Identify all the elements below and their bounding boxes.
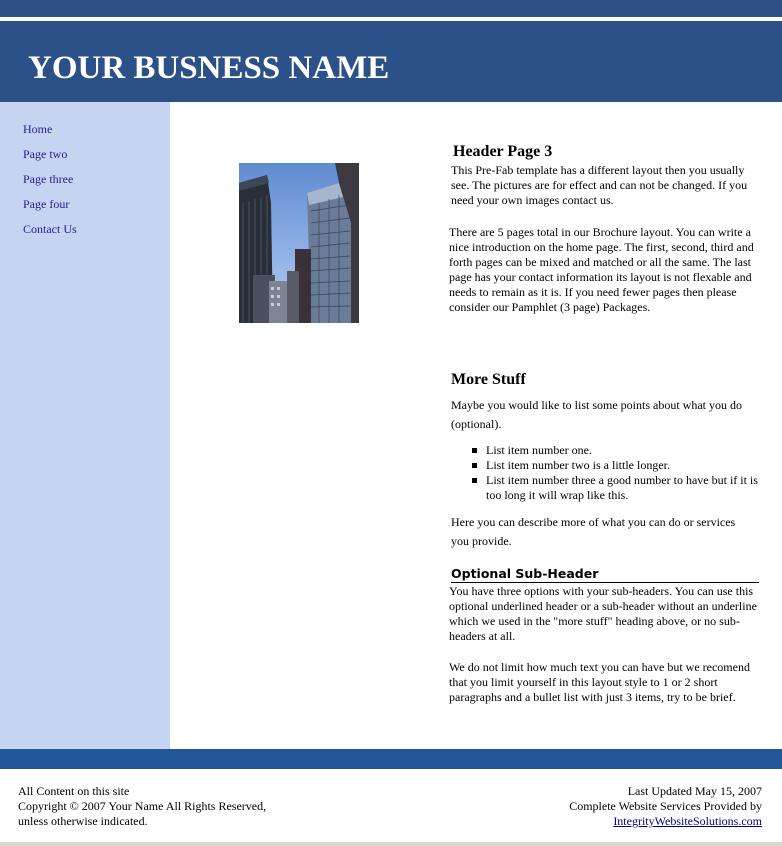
optional-sub-header: Optional Sub-Header xyxy=(451,566,759,583)
bullet-icon xyxy=(472,478,477,483)
top-bar xyxy=(0,0,782,17)
brochure-paragraph: There are 5 pages total in our Brochure layout. You can write a nice introduction on the home page. The first, second, third and forth pages can be mixed and matched or all the same. The last page has your contact information its layout is not flexable and needs to remain as it is. If you need fewer pages then please consider our Pamphlet (3 page) Packages. xyxy=(449,225,754,314)
city-skyscrapers-photo xyxy=(239,163,359,323)
bottom-border xyxy=(0,842,782,846)
list-item xyxy=(471,473,761,503)
footer-left-line-2: Copyright © 2007 Your Name All Rights Reserved, xyxy=(18,799,267,813)
bullet-icon xyxy=(472,448,477,453)
nav-item-page-four xyxy=(23,197,77,222)
nav-link-contact-us[interactable]: Contact Us xyxy=(23,222,77,236)
business-name: YOUR BUSNESS NAME xyxy=(28,50,390,86)
last-updated: Last Updated May 15, 2007 xyxy=(627,784,762,798)
nav-link-page-two[interactable]: Page two xyxy=(23,147,68,161)
page-heading: Header Page 3 xyxy=(453,143,553,160)
list-item-text: List item number one. xyxy=(486,443,592,457)
sidebar-nav xyxy=(23,122,77,247)
skyscraper-illustration xyxy=(239,163,359,323)
list-item xyxy=(471,458,761,473)
more-outro-paragraph: Here you can describe more of what you can do or services you provide. xyxy=(451,515,736,548)
bullet-list xyxy=(471,443,761,503)
list-item xyxy=(471,443,761,458)
intro-paragraph: This Pre-Fab template has a different layout then you usually see. The pictures are for effect and can not be changed. If you need your own images contact us. xyxy=(451,163,748,207)
footer-bar xyxy=(0,749,782,769)
more-intro-paragraph: Maybe you would like to list some points about what you do (optional). xyxy=(451,398,742,431)
footer-left-line-3: unless otherwise indicated. xyxy=(18,814,148,828)
list-item-text: List item number two is a little longer. xyxy=(486,458,670,472)
sub-paragraph-2: We do not limit how much text you can have but we recomend that you limit yourself in this layout style to 1 or 2 short paragraphs and a bullet list with just 3 items, try to be brief. xyxy=(449,660,750,704)
sub-paragraph-1: You have three options with your sub-headers. You can use this optional underlined header or a sub-header without an underline which we used in the "more stuff" heading above, or no sub-headers at all. xyxy=(449,584,757,643)
list-item-text: List item number three a good number to have but if it is too long it will wrap like this. xyxy=(486,473,758,502)
nav-item-page-three xyxy=(23,172,77,197)
footer-left-line-1: All Content on this site xyxy=(18,784,130,798)
services-credit: Complete Website Services Provided by xyxy=(569,799,762,813)
more-stuff-heading: More Stuff xyxy=(451,371,526,388)
nav-link-page-three[interactable]: Page three xyxy=(23,172,74,186)
integrity-website-link[interactable]: IntegrityWebsiteSolutions.com xyxy=(613,814,762,828)
nav-link-page-four[interactable]: Page four xyxy=(23,197,70,211)
footer-credits xyxy=(569,784,762,829)
footer-copyright xyxy=(18,784,266,829)
nav-item-contact-us xyxy=(23,222,77,247)
bullet-icon xyxy=(472,463,477,468)
nav-item-home xyxy=(23,122,77,147)
header-banner xyxy=(0,21,782,102)
nav-link-home[interactable]: Home xyxy=(23,122,53,136)
nav-item-page-two xyxy=(23,147,77,172)
sidebar xyxy=(0,102,170,749)
